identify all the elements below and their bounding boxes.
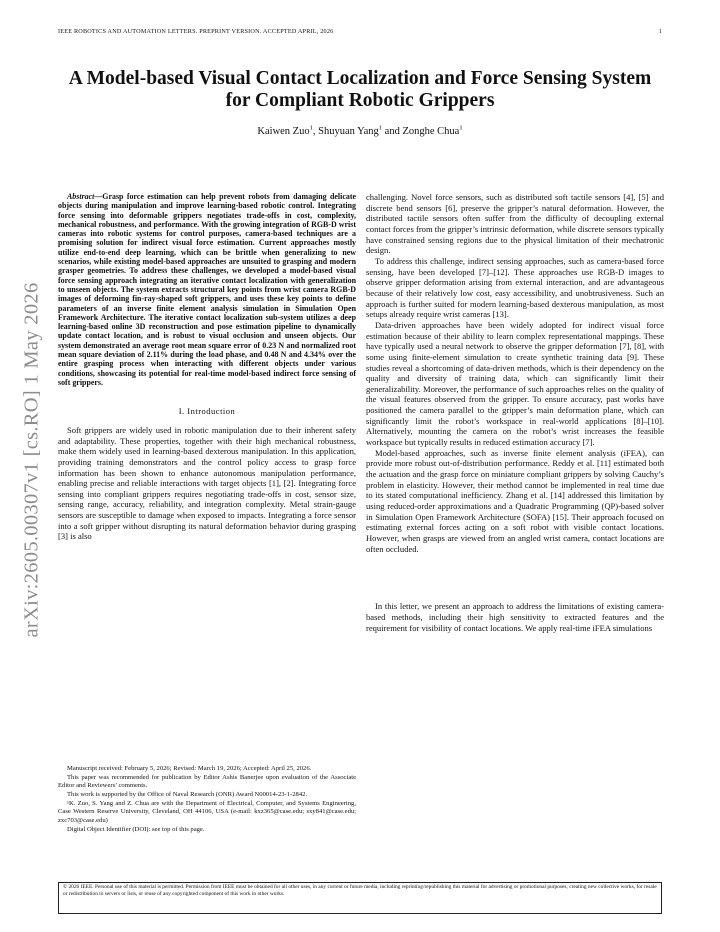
- footnote: This paper was recommended for publication by Editor Ashis Banerjee upon evaluation of the Associate Editor and Reviewers’ comments.: [58, 774, 356, 790]
- running-head: [58, 28, 662, 40]
- intro-paragraph: Soft grippers are widely used in robotic manipulation due to their inherent safety and adaptability. These properties, together with their high mechanical robustness, make them widely used in learning-based dexterous manipulation. In this application, providing training demonstrators and the control policy access to grasp force information has been shown to enhance autonomous manipulation performance, enabling precise and reliable interactions with target objects [1], [2]. Integrating force sensing into compliant grippers requires negotiating trade-offs in cost, sensor size, sensing range, accuracy, reliability, and integration complexity. Metal strain-gauge sensors are susceptible to damage when exposed to impacts. Integrating a force sensor into a soft gripper without disrupting its natural deformation behavior during grasping [3] is also: [58, 424, 356, 542]
- body-paragraph: To address this challenge, indirect sensing approaches, such as camera-based force sensing, have been developed [7]–[12]. These approaches use RGB-D images to observe gripper deformation arising from external interaction, and are advantageous because of their relatively low cost, easy accessibility, and unobtrusiveness. Such an approach is further suited for modern learning-based dexterous manipulation, as most setups already require wrist cameras [13].: [366, 255, 664, 320]
- footnote: ¹K. Zuo, S. Yang and Z. Chua are with the Department of Electrical, Computer, and Systems Engineering, Case Western Reserve University, Cleveland, OH 44106, USA (e-mail: kxz365@case.edu; sxy841@case.edu; zxc703@case.edu): [58, 800, 356, 824]
- right-column: [366, 192, 664, 633]
- body-paragraph: challenging. Novel force sensors, such as distributed soft tactile sensors [4], [5] and discrete bend sensors [6], preserve the gripper’s natural deformation. However, the distributed tactile sensors often suffer from the difficulty of decoupling external contact forces from the gripper’s intrinsic deformation, while discrete sensors typically have constrained sensing regions due to the physical limitation of their mechatronic design.: [366, 192, 664, 256]
- footnote: This work is supported by the Office of Naval Research (ONR) Award N00014-23-1-2842.: [67, 791, 308, 799]
- author: Zonghe Chua$^1$: [402, 124, 463, 137]
- body-paragraph: Data-driven approaches have been widely adopted for indirect visual force estimation because of their ability to learn complex representational mappings. These have typically used a neural network to observe the gripper deformation [7], [8], with some using finite-element simulation to create synthetic training data [9]. These studies reveal a shortcoming of data-driven methods, which is their dependency on the quality and diversity of training data, which can significantly limit their generalizability. Moreover, the performance of such approaches relies on the quality of the visual features observed from the gripper. To ensure accuracy, past works have positioned the camera parallel to the gripper’s main deformation plane, which can significantly limit the robot’s workspace in real-world applications [8]–[10]. Alternatively, mounting the camera on the robot’s wrist increases the feasible workspace but typically results in reduced estimation accuracy [7].: [366, 319, 664, 448]
- body-paragraph: Model-based approaches, such as inverse finite element analysis (iFEA), can provide more robust out-of-distribution performance. Reddy et al. [11] estimated both the actuation and the grasp force on miniature compliant grippers by solving Cauchy’s problem in elasticity. However, their method cannot be implemented in real time due to its stated computational inefficiency. Zhang et al. [14] addressed this limitation by using reduced-order approximations and a Quadratic Programming (QP)-based solver in Simulation Open Framework Architecture (SOFA) [15]. Their approach focused on estimating external forces acting on a soft robot with visible contact locations. However, when grasps are viewed from an angled wrist camera, contact locations are often occluded.: [366, 447, 664, 554]
- column-gap: [366, 554, 664, 601]
- abstract-label: Abstract: [67, 192, 95, 201]
- abstract: Abstract—Grasp force estimation can help prevent robots from damaging delicate objects during manipulation and improve learning-based robotic control. Integrating force sensing into deformable grippers negotiates trade-offs in cost, complexity, mechanical robustness, and performance. With the growing integration of RGB-D wrist cameras into robotic systems for control purposes, camera-based techniques are a promising solution for indirect visual force estimation. Current approaches mostly utilize end-to-end deep learning, which can be brittle when generalizing to new scenarios, while existing model-based approaches are unsuited to grasping and modern grasper geometries. To address these challenges, we developed a model-based visual force sensing approach integrating an iterative contact localization with generalization to unseen objects. The system extracts structural key points from wrist camera RGB-D images of deforming fin-ray-shaped soft grippers, and uses these key points to define parameters of an inverse finite element analysis simulation in Simulation Open Framework Architecture. The iterative contact localization sub-system utilizes a deep learning-based online 3D reconstruction and pose estimation pipeline to dynamically update contact location, and is robust to visual occlusion and unseen objects. Our system demonstrated an average root mean square error of 0.23 N and normalized root mean square deviation of 2.11% during the load phase, and 0.48 N and 4.34% over the entire grasping process when interacting with different objects under various conditions, showcasing its potential for real-time model-based indirect force sensing of soft grippers.: [58, 192, 356, 387]
- footnotes: [58, 765, 356, 835]
- left-column: [58, 192, 356, 542]
- arxiv-watermark: [2, 230, 62, 690]
- author-list: [58, 124, 662, 137]
- section-heading-introduction: I. Introduction: [178, 406, 236, 417]
- journal-header: IEEE ROBOTICS AND AUTOMATION LETTERS. PREPRINT VERSION. ACCEPTED APRIL, 2026: [58, 28, 334, 35]
- author: Shuyuan Yang$^1$ and: [318, 124, 403, 137]
- footnote: Digital Object Identifier (DOI): see top of this page.: [67, 825, 205, 833]
- page-number: 1: [658, 28, 662, 35]
- abstract-text: Grasp force estimation can help prevent robots from damaging delicate objects during manipulation and improve learning-based robotic control. Integrating force sensing into deformable grippers negotiates trade-offs in cost, complexity, mechanical robustness, and performance. With the growing integration of RGB-D wrist cameras into robotic systems for control purposes, camera-based techniques are a promising solution for indirect visual force estimation. Current approaches mostly utilize end-to-end deep learning, which can be brittle when generalizing to new scenarios, while existing model-based approaches are unsuited to grasping and modern grasper geometries. To address these challenges, we developed a model-based visual force sensing approach integrating an iterative contact localization with generalization to unseen objects. The system extracts structural key points from wrist camera RGB-D images of deforming fin-ray-shaped soft grippers, and uses these key points to define parameters of an inverse finite element analysis simulation in Simulation Open Framework Architecture. The iterative contact localization sub-system utilizes a deep learning-based online 3D reconstruction and pose estimation pipeline to dynamically update contact location, and is robust to visual occlusion and unseen objects. Our system demonstrated an average root mean square error of 0.23 N and normalized root mean square deviation of 2.11% during the load phase, and 0.48 N and 4.34% over the entire grasping process when interacting with different objects under various conditions, showcasing its potential for real-time model-based indirect force sensing of soft grippers.: [58, 192, 356, 387]
- arxiv-id: arXiv:2605.00307v1 [cs.RO] 1 May 2026: [20, 282, 43, 638]
- body-paragraph: In this letter, we present an approach to address the limitations of existing camera-based methods, including their high sensitivity to extracted features and the requirement for visibility of contact locations. We apply real-time iFEA simulations: [366, 601, 664, 633]
- paper-title: A Model-based Visual Contact Localization and Force Sensing System for Compliant Robotic Grippers: [68, 68, 652, 111]
- copyright-notice: © 2026 IEEE. Personal use of this material is permitted. Permission from IEEE must be obtained for all other uses, in any current or future media, including reprinting/republishing this material for advertising or promotional purposes, creating new collective works, for resale or redistribution to servers or lists, or reuse of any copyrighted component of this work in other works.: [58, 882, 662, 914]
- footnote: Manuscript received: February 5, 2026; Revised: March 19, 2026; Accepted: April 25, 2026.: [67, 765, 312, 772]
- author: Kaiwen Zuo$^1$,: [257, 124, 319, 137]
